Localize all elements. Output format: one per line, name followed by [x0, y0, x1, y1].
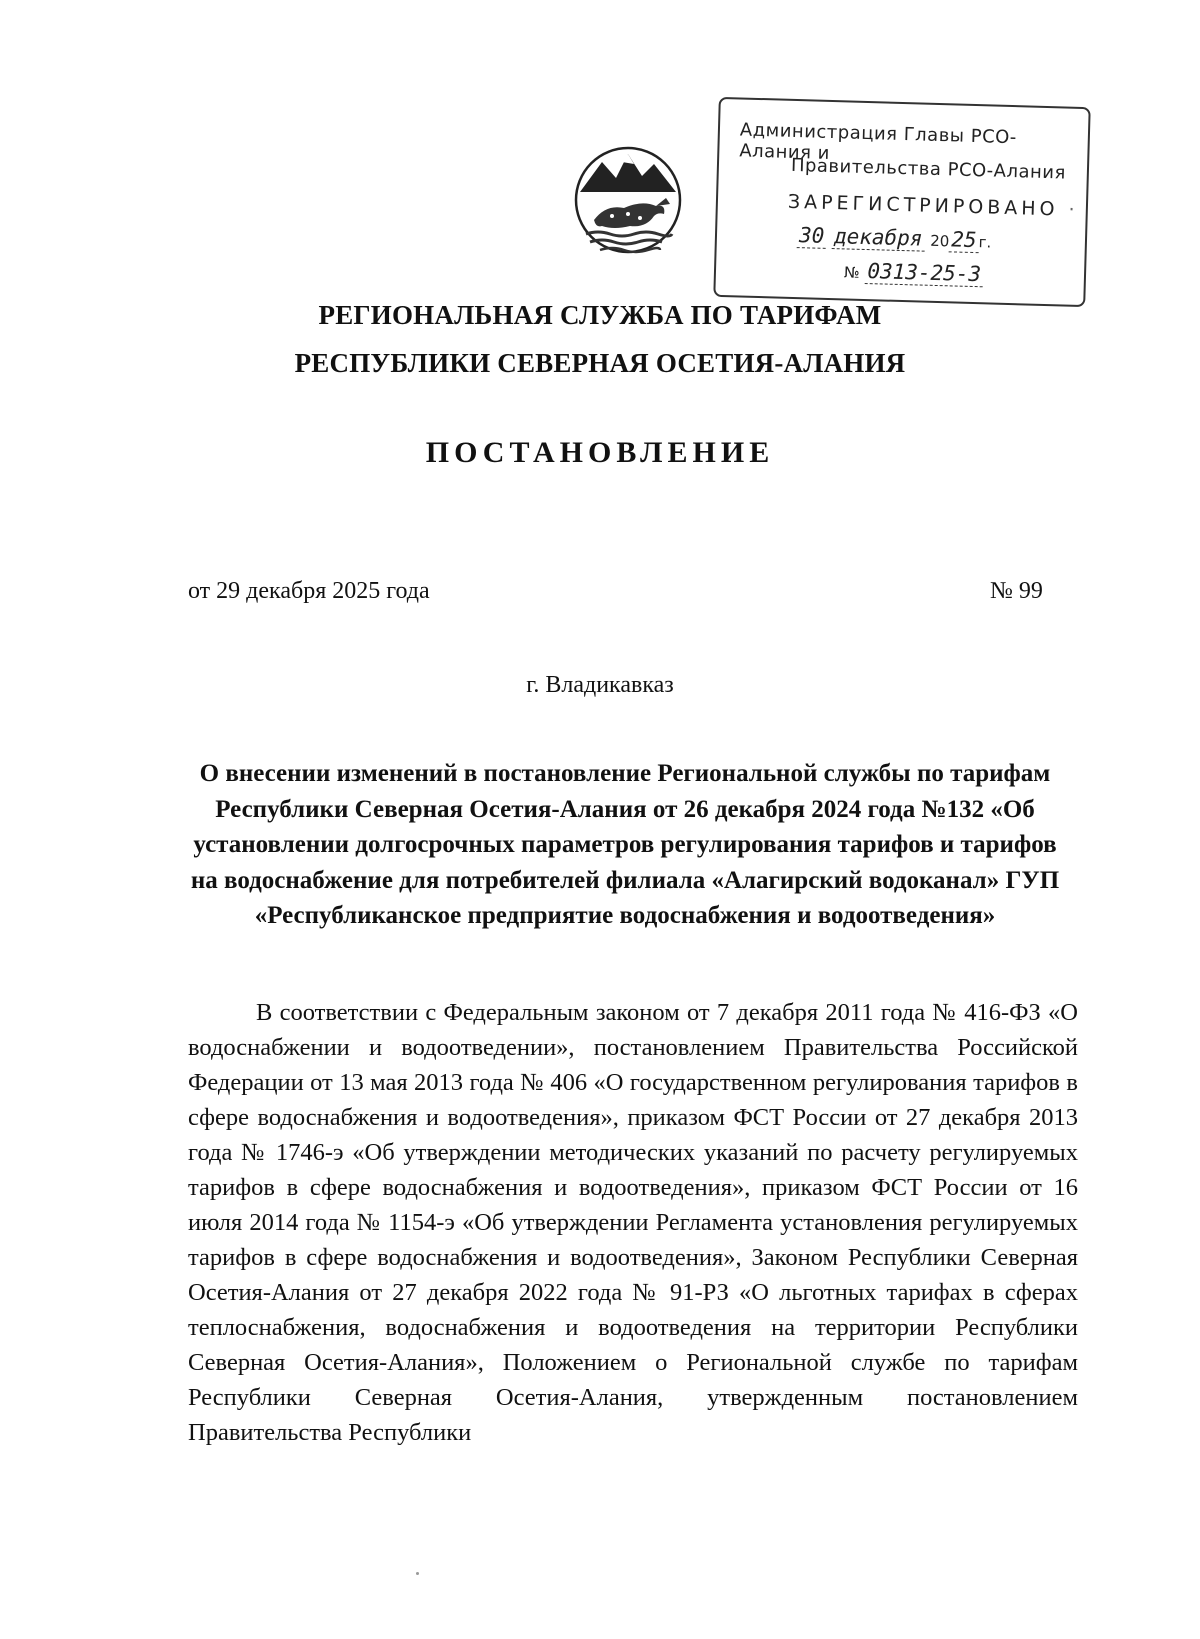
- document-title: О внесении изменений в постановление Региональной службы по тарифам Республики Северная Осетия-Алания от 26 декабря 2024 года №132 «Об установлении долгосрочных параметров регулирования тарифов и тарифов на водоснабжение для потребителей филиала «Алагирский водоканал» ГУП «Республиканское предприятие водоснабжения и водоотведения»: [190, 760, 1060, 929]
- stamp-line-1: Администрация Главы РСО-Алания и: [739, 119, 1018, 164]
- registration-stamp: [713, 97, 1090, 307]
- document-type-heading: ПОСТАНОВЛЕНИЕ: [425, 436, 775, 469]
- stamp-date-day: 30: [797, 223, 827, 249]
- document-body-paragraph: В соответствии с Федеральным законом от 7 декабря 2011 года № 416-ФЗ «О водоснабжении и водоотведении», постановлением Правительства Российской Федерации от 13 мая 2013 года № 406 «О государственном регулирования тарифов в сфере водоснабжения и водоотведения», приказом ФСТ России от 27 декабря 2013 года № 1746-э «Об утверждении методических указаний по расчету регулируемых тарифов в сфере водоснабжения и водоотведения», приказом ФСТ России от 16 июля 2014 года № 1154-э «Об утверждении Регламента установления регулируемых тарифов в сфере водоснабжения и водоотведения», Законом Республики Северная Осетия-Алания от 27 декабря 2022 года № 91-РЗ «О льготных тарифах в сферах теплоснабжения, водоснабжения и водоотведения на территории Республики Северная Осетия-Алания», Положением о Региональной службе по тарифам Республики Северная Осетия-Алания, утвержденным постановлением Правительства Республики: [188, 999, 1078, 1446]
- scan-speck: [416, 1572, 419, 1575]
- stamp-number-prefix: №: [843, 263, 860, 282]
- stamp-registered: ЗАРЕГИСТРИРОВАНО ·: [788, 191, 1079, 221]
- stamp-date: [797, 223, 992, 252]
- coat-of-arms-emblem: [572, 142, 684, 262]
- stamp-number-value: 0313-25-3: [865, 259, 983, 287]
- document-date: от 29 декабря 2025 года: [188, 578, 430, 604]
- stamp-line-2: Правительства РСО-Алания: [790, 154, 1067, 184]
- organization-name-line-1: РЕГИОНАЛЬНАЯ СЛУЖБА ПО ТАРИФАМ: [318, 300, 882, 330]
- stamp-year-suffix: 25: [949, 227, 979, 253]
- stamp-number: [844, 258, 984, 286]
- stamp-date-suffix: г.: [978, 233, 992, 252]
- organization-name-line-2: РЕСПУБЛИКИ СЕВЕРНАЯ ОСЕТИЯ-АЛАНИЯ: [294, 348, 906, 378]
- document-number: № 99: [990, 578, 1043, 604]
- document-city: г. Владикавказ: [526, 672, 674, 698]
- stamp-year-prefix: 20: [929, 231, 950, 251]
- stamp-date-month: декабря: [832, 224, 925, 252]
